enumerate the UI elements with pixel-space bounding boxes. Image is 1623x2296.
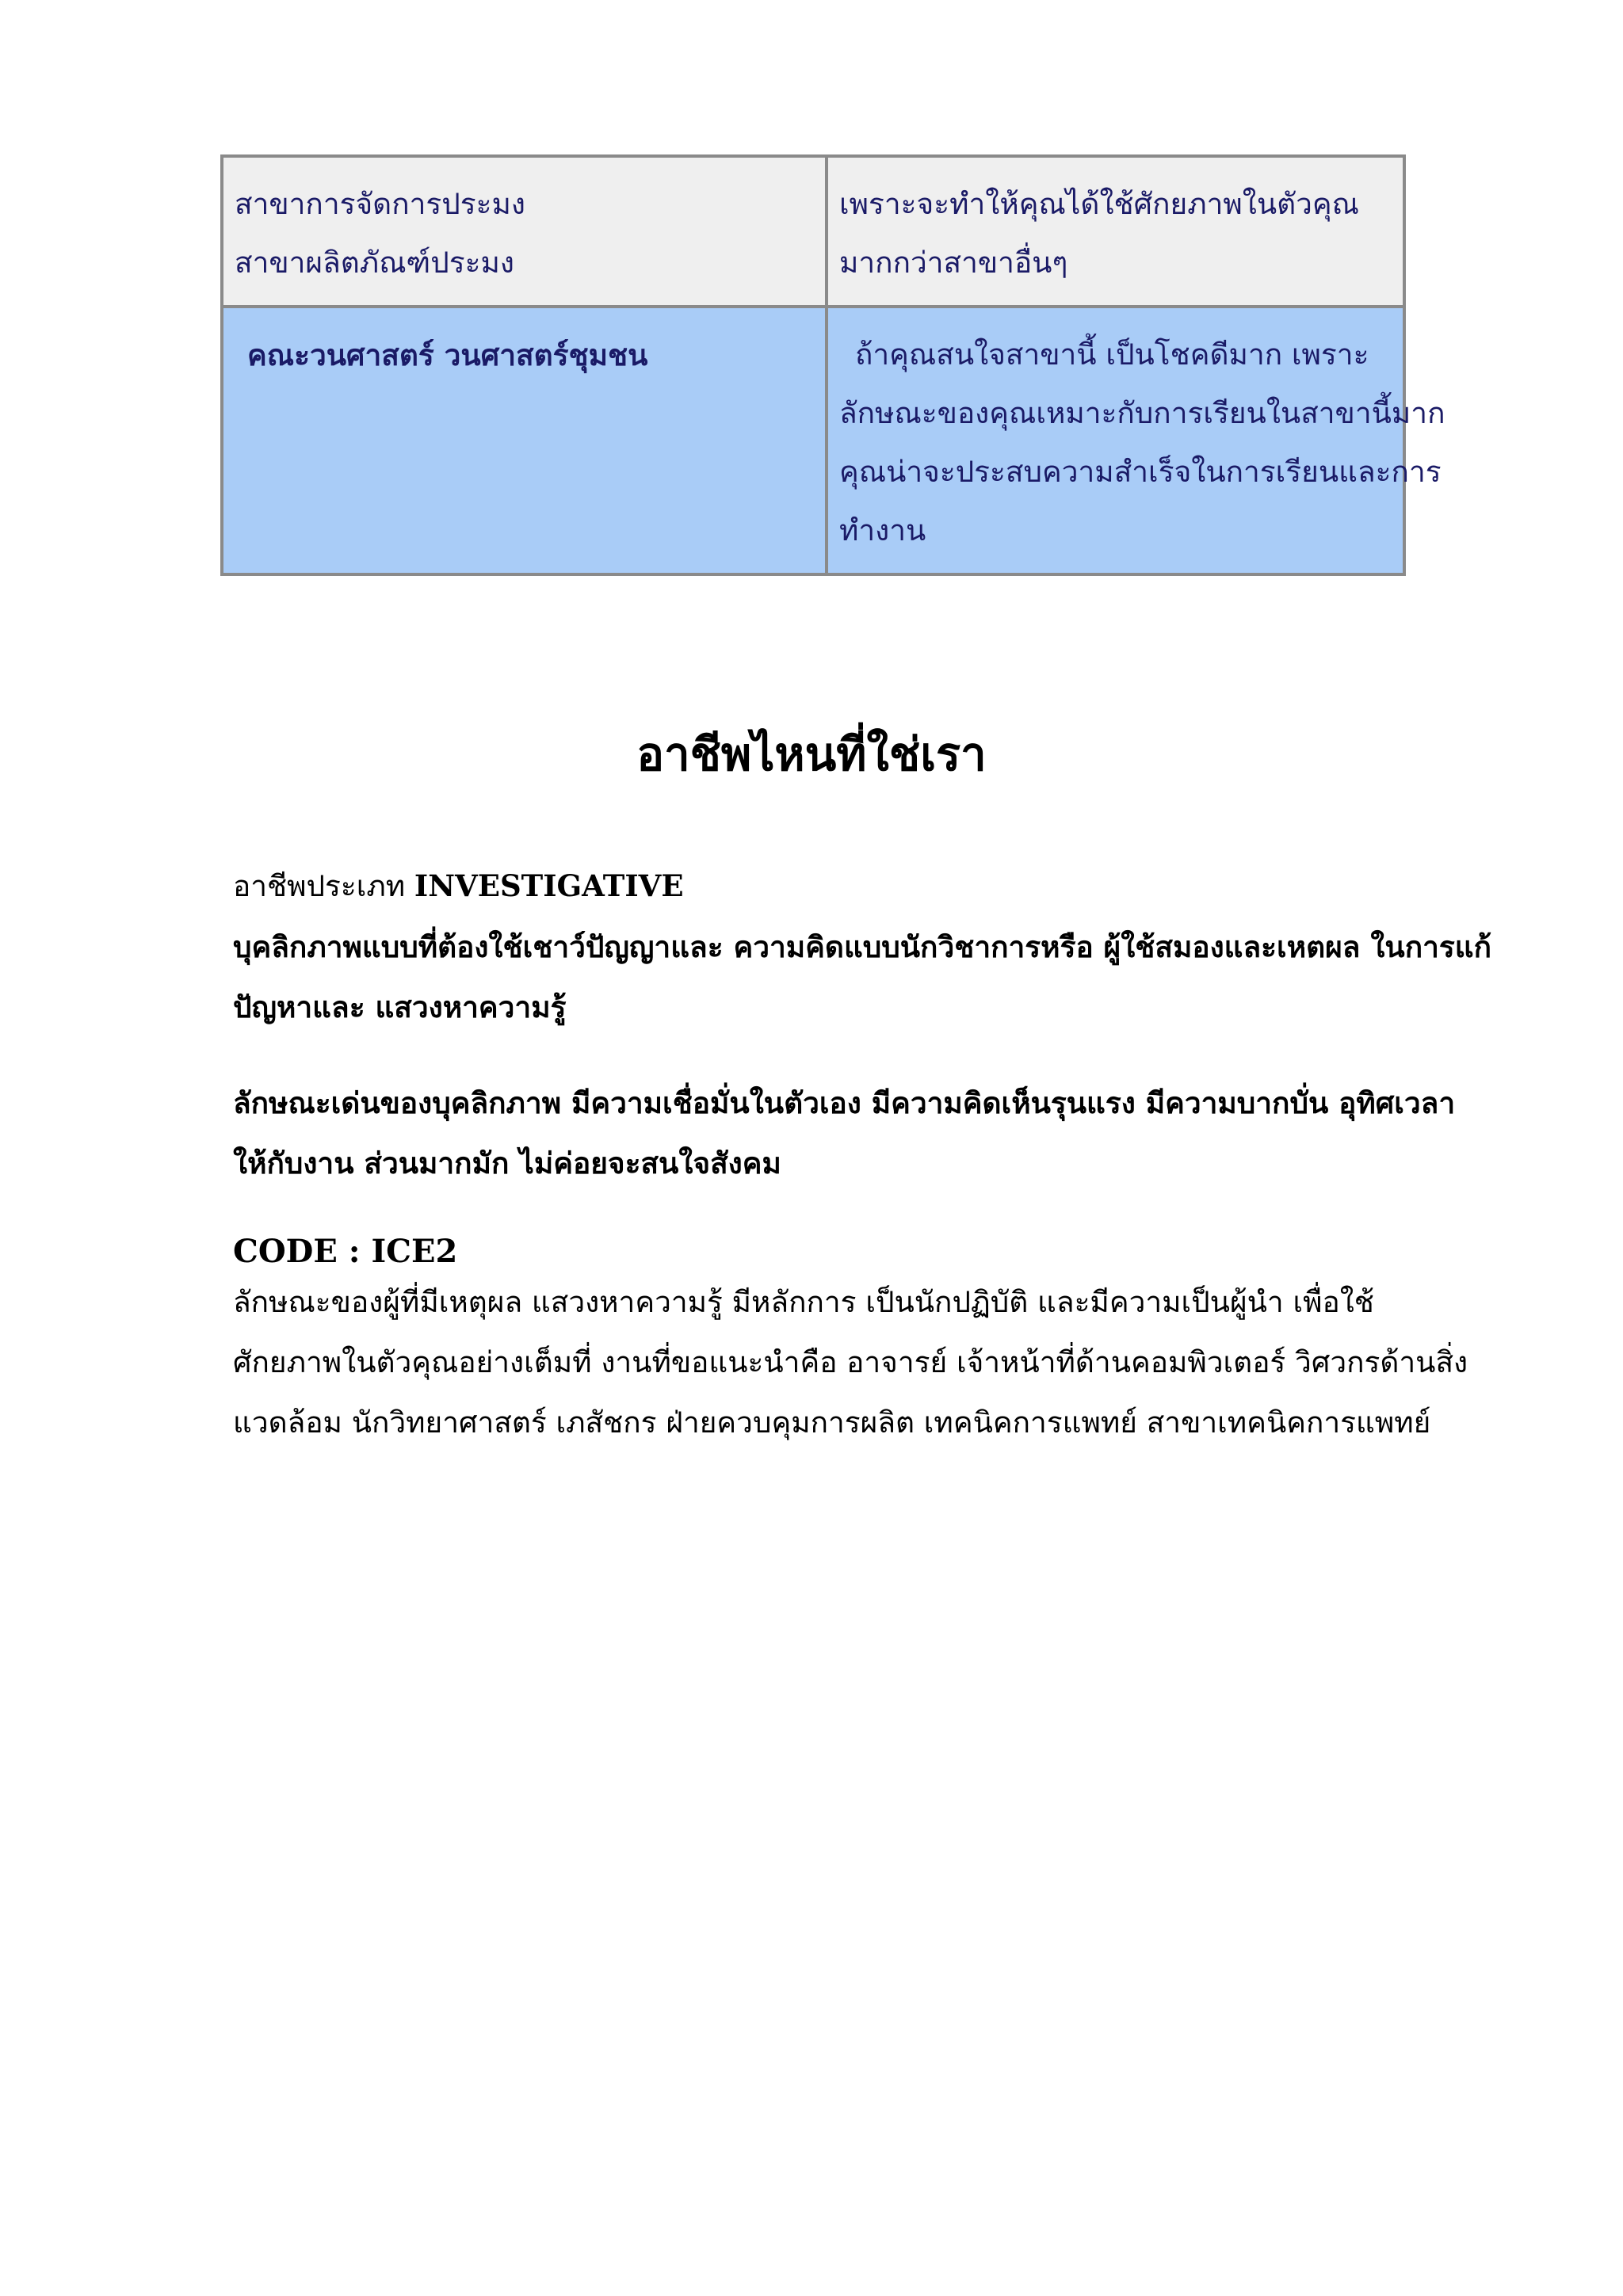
type-description-line: บุคลิกภาพแบบที่ต้องใช้เชาว์ปัญญาและ ความคิดแบบนักวิชาการหรือ ผู้ใช้สมองและเหตผล ในการแก้ [233,929,1492,964]
type-title-type: INVESTIGATIVE [414,868,684,903]
major-name: สาขาการจัดการประมง [235,187,525,221]
traits-line: ลักษณะเด่นของบุคลิกภาพ มีความเชื่อมั่นในตัวเอง มีความคิดเห็นรุนแรง มีความบากบั่น อุทิศเวลา [233,1085,1456,1120]
reason-text: ทำงาน [839,513,926,547]
table-row [222,307,1404,574]
reason-text: ถ้าคุณสนใจสาขานี้ เป็นโชคดีมาก เพราะ [855,338,1369,372]
type-description-line: ปัญหาและ แสวงหาความรู้ [233,990,567,1024]
type-title [233,856,1422,917]
major-cell [222,307,827,574]
reason-text: ลักษณะของคุณเหมาะกับการเรียนในสาขานี้มาก [839,396,1445,430]
code-description-line: ลักษณะของผู้ที่มีเหตุผล แสวงหาความรู้ มีหลักการ เป็นนักปฏิบัติ และมีความเป็นผู้นำ เพื่อใช้ [233,1285,1374,1319]
reason-text: เพราะจะทำให้คุณได้ใช้ศักยภาพในตัวคุณ [839,187,1359,221]
majors-table [220,154,1445,576]
reason-text: มากกว่าสาขาอื่นๆ [839,246,1068,280]
major-cell [222,156,827,307]
major-name: สาขาผลิตภัณฑ์ประมง [235,246,514,280]
reason-text: คุณน่าจะประสบความสำเร็จในการเรียนและการ [839,455,1442,489]
reason-cell [827,156,1404,307]
major-name: คณะวนศาสตร์ วนศาสตร์ชุมชน [247,338,648,372]
code-section [233,1231,1468,1453]
table-row [222,156,1404,307]
traits-section [233,1073,1456,1193]
traits-line: ให้กับงาน ส่วนมากมัก ไม่ค่อยจะสนใจสังคม [233,1146,781,1180]
code-description-line: ศักยภาพในตัวคุณอย่างเต็มที่ งานที่ขอแนะนำคือ อาจารย์ เจ้าหน้าที่ด้านคอมพิวเตอร์ วิศวกรด้านสิ่ง [233,1345,1468,1379]
code-title: CODE : ICE2 [233,1233,458,1270]
code-description-line: แวดล้อม นักวิทยาศาสตร์ เภสัชกร ฝ่ายควบคุมการผลิต เทคนิคการแพทย์ สาขาเทคนิคการแพทย์ [233,1405,1431,1440]
reason-cell [827,307,1445,574]
personality-type-section [233,856,1492,1037]
page-heading: อาชีพไหนที่ใช่เรา [636,727,987,781]
type-title-prefix: อาชีพประเภท [233,869,414,903]
